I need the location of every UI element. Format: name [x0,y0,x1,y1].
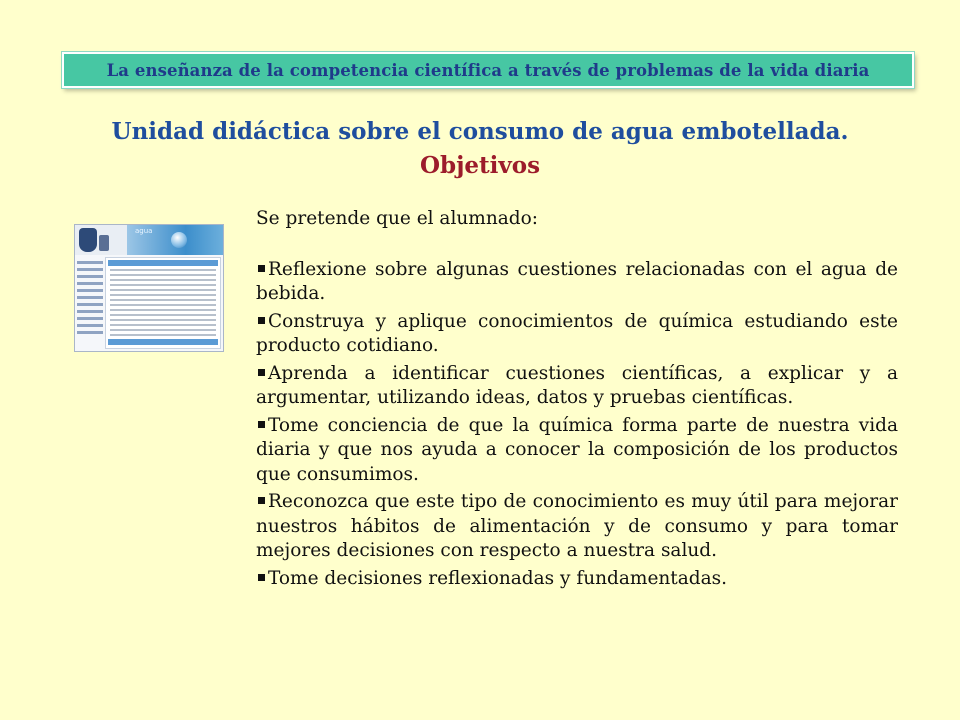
objective-item: Aprenda a identificar cuestiones científicas, a explicar y a argumentar, utilizando ideas, datos y pruebas científicas. [256,362,898,408]
secondary-logo-icon [99,235,109,251]
banner-text: La enseñanza de la competencia científica a través de problemas de la vida diaria [106,60,870,80]
square-bullet-icon [258,497,265,504]
square-bullet-icon [258,574,265,581]
objective-item: Construya y aplique conocimientos de química estudiando este producto cotidiano. [256,310,898,356]
water-drop-icon [171,232,187,248]
square-bullet-icon [258,421,265,428]
thumbnail-label: agua [135,227,153,235]
page-title: Unidad didáctica sobre el consumo de agua embotellada. [111,118,849,145]
objective-item: Reconozca que este tipo de conocimiento es muy útil para mejorar nuestros hábitos de alimentación y de consumo y para tomar mejores decisiones con respecto a nuestra salud. [256,491,898,561]
objective-item: Tome conciencia de que la química forma parte de nuestra vida diaria y que nos ayuda a conocer la composición de los productos que consumimos. [256,414,898,485]
objective-item: Tome decisiones reflexionadas y fundamentadas. [256,567,898,592]
university-logo-icon [79,228,97,252]
objectives-text [256,203,898,594]
intro-text: Se pretende que el alumnado: [256,208,538,229]
thumbnail-content [105,257,221,349]
thumbnail-header [75,225,224,255]
square-bullet-icon [258,265,265,272]
website-screenshot-thumbnail [74,224,224,352]
objective-item: Reflexione sobre algunas cuestiones relacionadas con el agua de bebida. [256,258,898,304]
header-banner [62,52,914,88]
thumbnail-sidebar [77,257,103,349]
square-bullet-icon [258,369,265,376]
page-subtitle: Objetivos [419,152,541,179]
square-bullet-icon [258,317,265,324]
